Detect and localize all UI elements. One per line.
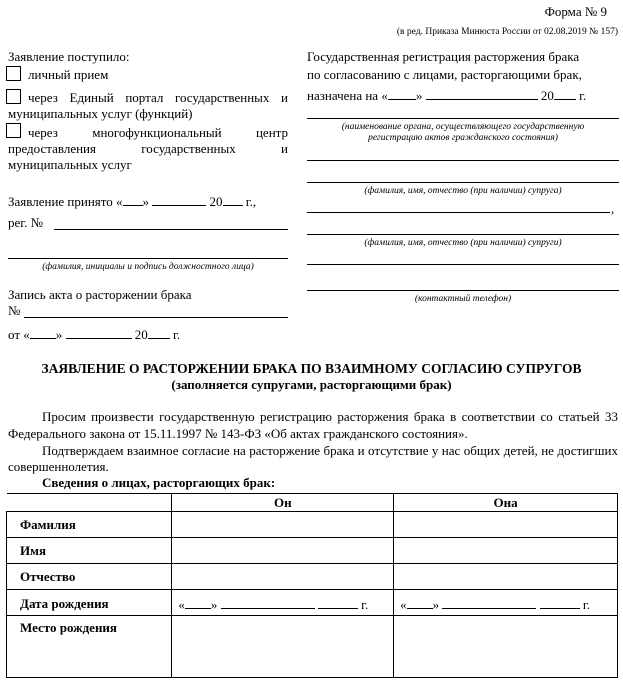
spouse1-name-line-2[interactable] — [307, 212, 610, 213]
official-caption: (фамилия, инициалы и подпись должностного лица) — [42, 262, 254, 272]
record-no-label: № — [8, 303, 21, 318]
reg-month[interactable] — [426, 86, 538, 100]
spouses-table — [6, 493, 618, 678]
table-row — [7, 538, 618, 564]
document-subtitle: (заполняется супругами, расторгающими брак) — [171, 377, 452, 392]
accepted-year[interactable] — [223, 192, 243, 206]
option-mfc: через многофункциональный центр предоставления государственных и муниципальных услуг — [8, 125, 288, 172]
option-portal: через Единый портал государственных и муниципальных услуг (функций) — [8, 90, 288, 121]
accepted-line: Заявление принято « » 20 г., — [8, 194, 257, 209]
section-heading: Сведения о лицах, расторгающих брак: — [42, 475, 276, 490]
paragraph-consent: Подтверждаем взаимное согласие на расторжение брака и отсутствие у нас общих детей, не достигших совершеннолетия. — [8, 443, 618, 474]
table-row — [7, 616, 618, 678]
table-row — [7, 512, 618, 538]
table-header-row — [7, 494, 618, 512]
record-day[interactable] — [30, 325, 56, 339]
column-she: Она — [394, 494, 618, 512]
record-number-field[interactable] — [24, 317, 288, 318]
table-row — [7, 564, 618, 590]
caption-spouse2: (фамилия, имя, отчество (при наличии) супруги) — [364, 238, 562, 248]
record-date-line: от « » 20 г. — [8, 327, 181, 342]
caption-spouse1: (фамилия, имя, отчество (при наличии) супруга) — [364, 186, 562, 196]
record-label: Запись акта о расторжении брака — [8, 287, 192, 302]
reg-date-line: назначена на « » 20 г. — [307, 88, 587, 103]
spouse2-name-line[interactable] — [307, 234, 619, 235]
cell-she-surname[interactable] — [394, 512, 618, 538]
accepted-month[interactable] — [152, 192, 206, 206]
comma: , — [611, 201, 615, 216]
row-label-name: Имя — [7, 538, 172, 564]
column-he: Он — [172, 494, 394, 512]
she-birth-year[interactable] — [540, 595, 580, 609]
accepted-day[interactable] — [123, 192, 143, 206]
he-birth-year[interactable] — [318, 595, 358, 609]
spouse2-name-line-2[interactable] — [307, 264, 619, 265]
option-personal: личный прием — [28, 67, 109, 82]
she-birth-month[interactable] — [442, 595, 536, 609]
he-birth-day[interactable] — [185, 595, 211, 609]
caption-org: (наименование органа, осуществляющего государственную регистрацию актов гражданского состояния) — [341, 122, 585, 143]
row-label-birthdate: Дата рождения — [7, 590, 172, 616]
checkbox-personal[interactable] — [6, 66, 21, 81]
she-birth-day[interactable] — [407, 595, 433, 609]
cell-she-name[interactable] — [394, 538, 618, 564]
cell-he-patronymic[interactable] — [172, 564, 394, 590]
form-number: Форма № 9 — [544, 4, 607, 19]
spouse1-name-line[interactable] — [307, 182, 619, 183]
reg-number-field[interactable] — [54, 229, 288, 230]
cell-he-birthdate[interactable]: « » г. — [172, 590, 394, 616]
caption-phone: (контактный телефон) — [414, 294, 512, 304]
row-label-surname: Фамилия — [7, 512, 172, 538]
record-year[interactable] — [148, 325, 170, 339]
cell-he-name[interactable] — [172, 538, 394, 564]
official-signature-line[interactable] — [8, 258, 288, 259]
reg-label: рег. № — [8, 215, 44, 230]
reg-text-1: Государственная регистрация расторжения брака — [307, 49, 580, 64]
org-name-line[interactable] — [307, 118, 619, 119]
row-label-birthplace: Место рождения — [7, 616, 172, 678]
reg-text-2: по согласованию с лицами, расторгающими брак, — [307, 67, 582, 82]
cell-she-birthplace[interactable] — [394, 616, 618, 678]
paragraph-request: Просим произвести государственную регистрацию расторжения брака в соответствии со статьей 33 Федерального закона от 15.11.1997 № 143-ФЗ «Об актах гражданского состояния». — [8, 409, 618, 441]
table-row — [7, 590, 618, 616]
cell-she-birthdate[interactable]: « » г. — [394, 590, 618, 616]
row-label-patronymic: Отчество — [7, 564, 172, 590]
table-corner — [7, 494, 172, 512]
org-name-line-2[interactable] — [307, 160, 619, 161]
cell-he-birthplace[interactable] — [172, 616, 394, 678]
reg-year[interactable] — [554, 86, 576, 100]
document-title: ЗАЯВЛЕНИЕ О РАСТОРЖЕНИИ БРАКА ПО ВЗАИМНОМУ СОГЛАСИЮ СУПРУГОВ — [41, 361, 582, 376]
reg-day[interactable] — [388, 86, 416, 100]
cell-she-patronymic[interactable] — [394, 564, 618, 590]
phone-line[interactable] — [307, 290, 619, 291]
edition-note: (в ред. Приказа Минюста России от 02.08.2019 № 157) — [396, 27, 618, 37]
he-birth-month[interactable] — [221, 595, 315, 609]
cell-he-surname[interactable] — [172, 512, 394, 538]
record-month[interactable] — [66, 325, 132, 339]
received-label: Заявление поступило: — [8, 49, 130, 64]
